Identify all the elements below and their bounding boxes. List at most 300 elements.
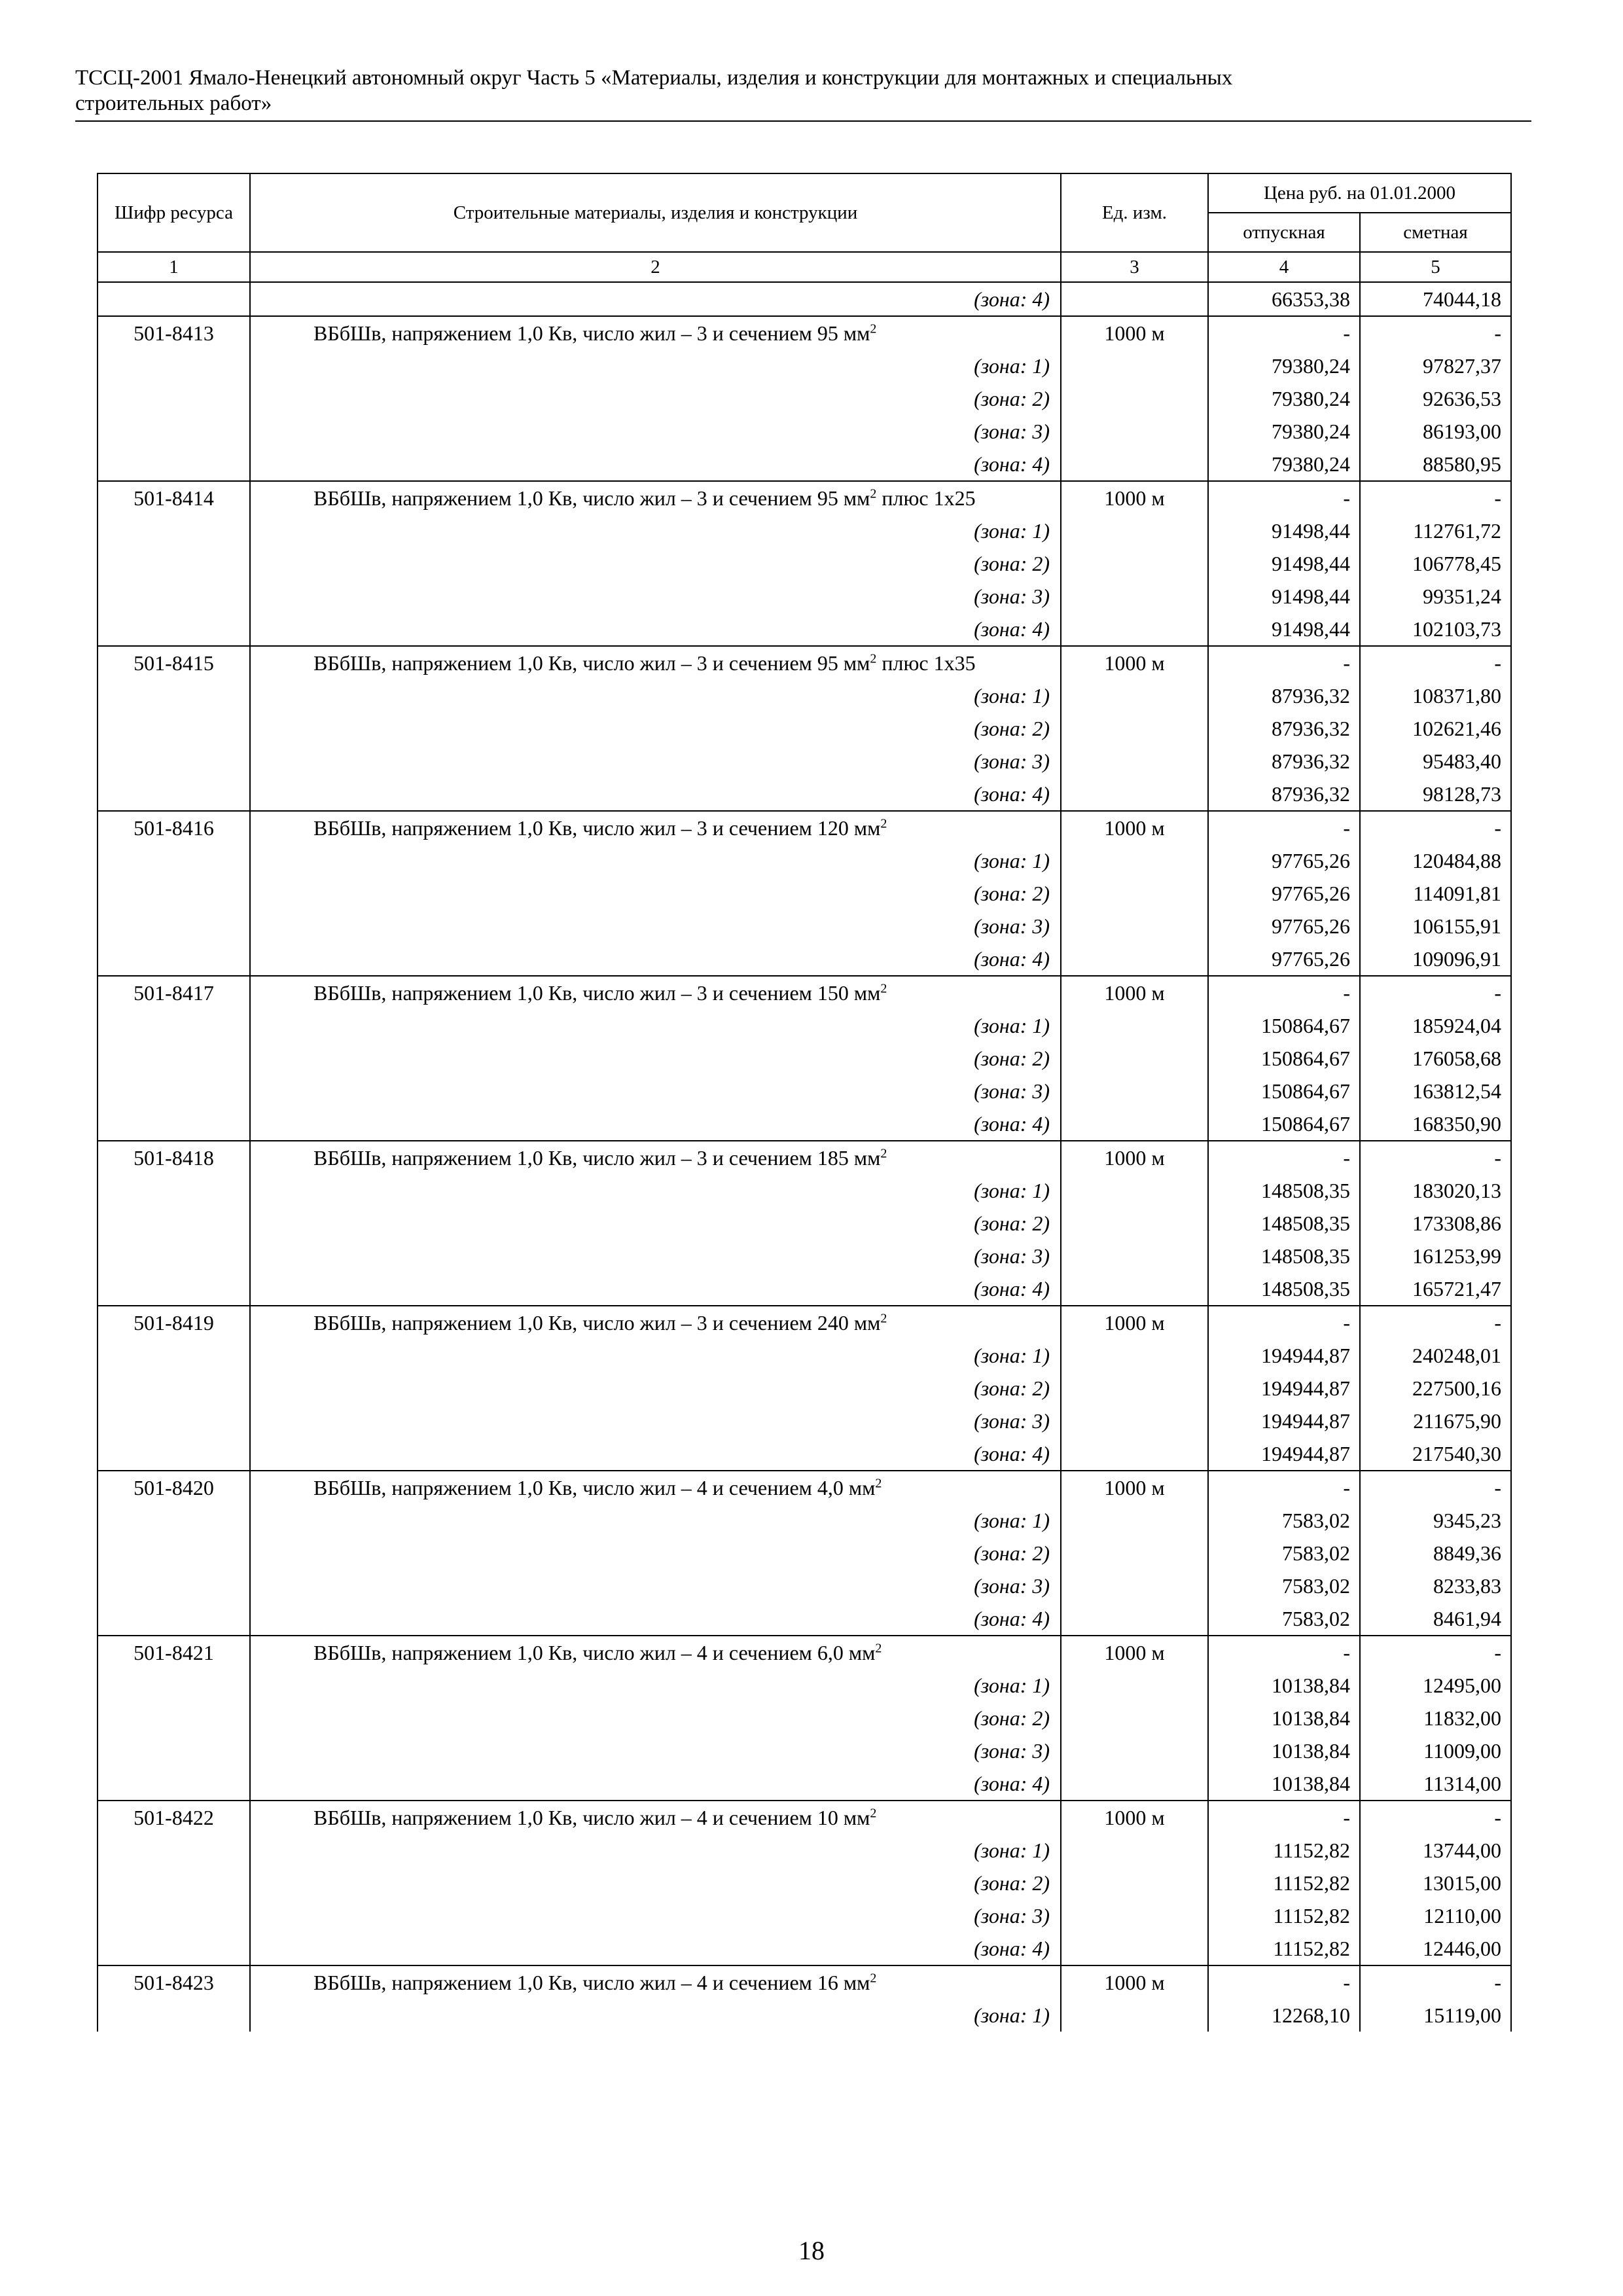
description-text: ВБбШв, напряжением 1,0 Кв, число жил – 3 и сечением 185 мм — [313, 1146, 881, 1170]
description-text: ВБбШв, напряжением 1,0 Кв, число жил – 4 и сечением 10 мм — [313, 1806, 870, 1829]
cell-unit — [1061, 910, 1208, 942]
table-row-zone — [98, 910, 1511, 942]
cell-description — [250, 1801, 1061, 1834]
cell-description — [250, 481, 1061, 514]
cell-unit — [1061, 1437, 1208, 1471]
cell-unit — [1061, 1734, 1208, 1767]
cell-zone-label: (зона: 3) — [250, 415, 1061, 448]
description-superscript: 2 — [870, 651, 877, 666]
cell-zone-label: (зона: 3) — [250, 1405, 1061, 1437]
cell-unit — [1061, 712, 1208, 745]
table-row-zone — [98, 877, 1511, 910]
cell-description — [250, 646, 1061, 679]
cell-estimate-price: 92636,53 — [1360, 382, 1511, 415]
cell-release-price: 10138,84 — [1208, 1669, 1360, 1702]
cell-code: 501-8414 — [98, 481, 250, 514]
cell-code — [98, 1107, 250, 1141]
cell-estimate-price: 217540,30 — [1360, 1437, 1511, 1471]
cell-code — [98, 1537, 250, 1570]
cell-code — [98, 778, 250, 811]
cell-release-price: 194944,87 — [1208, 1405, 1360, 1437]
table-row-zone — [98, 679, 1511, 712]
column-header-release-price: отпускная — [1208, 213, 1360, 252]
cell-zone-label: (зона: 1) — [250, 1999, 1061, 2032]
cell-unit — [1061, 580, 1208, 613]
table-row-item — [98, 1306, 1511, 1339]
description-superscript: 2 — [870, 486, 877, 501]
cell-estimate-price: 13744,00 — [1360, 1834, 1511, 1867]
cell-release-price: 79380,24 — [1208, 448, 1360, 481]
cell-release-price: - — [1208, 1965, 1360, 1999]
table-row-zone — [98, 942, 1511, 976]
cell-zone-label: (зона: 1) — [250, 1669, 1061, 1702]
cell-estimate-price: 12495,00 — [1360, 1669, 1511, 1702]
column-header-price-group: Цена руб. на 01.01.2000 — [1208, 173, 1511, 213]
cell-code — [98, 1669, 250, 1702]
description-superscript: 2 — [870, 1806, 877, 1821]
cell-code — [98, 547, 250, 580]
cell-estimate-price: 98128,73 — [1360, 778, 1511, 811]
cell-release-price: 12268,10 — [1208, 1999, 1360, 2032]
cell-zone-label: (зона: 4) — [250, 1932, 1061, 1965]
cell-code — [98, 877, 250, 910]
cell-code — [98, 1932, 250, 1965]
cell-unit — [1061, 415, 1208, 448]
cell-code — [98, 910, 250, 942]
cell-zone-label: (зона: 2) — [250, 1207, 1061, 1240]
cell-release-price: - — [1208, 646, 1360, 679]
cell-code — [98, 1767, 250, 1801]
description-text: ВБбШв, напряжением 1,0 Кв, число жил – 3 и сечением 150 мм — [313, 981, 881, 1005]
cell-zone-label: (зона: 2) — [250, 1702, 1061, 1734]
cell-unit — [1061, 745, 1208, 778]
table-row-zone — [98, 1834, 1511, 1867]
header-divider — [75, 120, 1531, 122]
column-number: 2 — [250, 252, 1061, 282]
cell-unit — [1061, 350, 1208, 382]
cell-description — [250, 1636, 1061, 1669]
cell-estimate-price: 11314,00 — [1360, 1767, 1511, 1801]
cell-code — [98, 1240, 250, 1272]
description-text: ВБбШв, напряжением 1,0 Кв, число жил – 3 и сечением 240 мм — [313, 1311, 881, 1335]
cell-estimate-price: 240248,01 — [1360, 1339, 1511, 1372]
cell-release-price: - — [1208, 1636, 1360, 1669]
cell-code — [98, 745, 250, 778]
cell-unit: 1000 м — [1061, 1801, 1208, 1834]
table-row-zone — [98, 1174, 1511, 1207]
cell-zone-label: (зона: 1) — [250, 1339, 1061, 1372]
cell-unit — [1061, 1669, 1208, 1702]
table-row-zone — [98, 745, 1511, 778]
cell-unit: 1000 м — [1061, 1141, 1208, 1174]
cell-estimate-price: 99351,24 — [1360, 580, 1511, 613]
cell-zone-label: (зона: 4) — [250, 1767, 1061, 1801]
table-row-zone — [98, 613, 1511, 646]
cell-code — [98, 1734, 250, 1767]
cell-unit — [1061, 1570, 1208, 1602]
cell-unit — [1061, 448, 1208, 481]
cell-zone-label: (зона: 2) — [250, 1867, 1061, 1899]
cell-release-price: 87936,32 — [1208, 745, 1360, 778]
cell-zone-label: (зона: 2) — [250, 1042, 1061, 1075]
cell-unit — [1061, 613, 1208, 646]
description-text: ВБбШв, напряжением 1,0 Кв, число жил – 4 и сечением 4,0 мм — [313, 1476, 876, 1499]
cell-unit — [1061, 679, 1208, 712]
cell-code: 501-8422 — [98, 1801, 250, 1834]
cell-unit — [1061, 1075, 1208, 1107]
cell-release-price: 150864,67 — [1208, 1042, 1360, 1075]
cell-code — [98, 1899, 250, 1932]
description-text: ВБбШв, напряжением 1,0 Кв, число жил – 3 и сечением 120 мм — [313, 816, 881, 840]
description-superscript: 2 — [880, 1146, 887, 1161]
table-row-zone — [98, 350, 1511, 382]
cell-release-price: 11152,82 — [1208, 1899, 1360, 1932]
table-row-zone — [98, 1405, 1511, 1437]
table-row-item — [98, 976, 1511, 1009]
cell-estimate-price: 227500,16 — [1360, 1372, 1511, 1405]
cell-code — [98, 679, 250, 712]
cell-estimate-price: 15119,00 — [1360, 1999, 1511, 2032]
table-row-item — [98, 1801, 1511, 1834]
cell-release-price: - — [1208, 316, 1360, 350]
column-number: 5 — [1360, 252, 1511, 282]
cell-zone-label: (зона: 4) — [250, 778, 1061, 811]
table-row-zone — [98, 1372, 1511, 1405]
cell-zone-label: (зона: 3) — [250, 1570, 1061, 1602]
cell-zone-label: (зона: 1) — [250, 514, 1061, 547]
cell-release-price: 148508,35 — [1208, 1174, 1360, 1207]
cell-zone-label: (зона: 1) — [250, 1009, 1061, 1042]
table-row-zone — [98, 1437, 1511, 1471]
cell-unit: 1000 м — [1061, 1306, 1208, 1339]
cell-zone-label: (зона: 1) — [250, 844, 1061, 877]
table-row-zone — [98, 1240, 1511, 1272]
cell-release-price: 11152,82 — [1208, 1932, 1360, 1965]
table-row-zone — [98, 1570, 1511, 1602]
cell-release-price: - — [1208, 811, 1360, 844]
cell-release-price: 148508,35 — [1208, 1272, 1360, 1306]
table-row-zone — [98, 1504, 1511, 1537]
table-row-zone — [98, 1207, 1511, 1240]
cell-estimate-price: 8233,83 — [1360, 1570, 1511, 1602]
table-row-zone — [98, 1537, 1511, 1570]
table-row-zone — [98, 1734, 1511, 1767]
cell-code — [98, 1867, 250, 1899]
table-row-item — [98, 481, 1511, 514]
cell-estimate-price: 74044,18 — [1360, 282, 1511, 316]
cell-estimate-price: 163812,54 — [1360, 1075, 1511, 1107]
cell-description — [250, 811, 1061, 844]
cell-zone-label: (зона: 3) — [250, 910, 1061, 942]
cell-code — [98, 1437, 250, 1471]
table-row-zone — [98, 1767, 1511, 1801]
cell-release-price: - — [1208, 481, 1360, 514]
cell-zone-label: (зона: 4) — [250, 1437, 1061, 1471]
cell-unit — [1061, 547, 1208, 580]
cell-release-price: 194944,87 — [1208, 1437, 1360, 1471]
table-row-zone — [98, 547, 1511, 580]
column-numbers-row — [98, 252, 1511, 282]
cell-zone-label: (зона: 1) — [250, 679, 1061, 712]
cell-unit — [1061, 844, 1208, 877]
cell-unit: 1000 м — [1061, 1636, 1208, 1669]
cell-unit — [1061, 1207, 1208, 1240]
description-superscript: 2 — [870, 321, 877, 336]
cell-zone-label: (зона: 3) — [250, 1899, 1061, 1932]
cell-code — [98, 1999, 250, 2032]
cell-release-price: 194944,87 — [1208, 1339, 1360, 1372]
cell-code — [98, 350, 250, 382]
cell-unit — [1061, 1702, 1208, 1734]
cell-estimate-price: 95483,40 — [1360, 745, 1511, 778]
cell-estimate-price: 11832,00 — [1360, 1702, 1511, 1734]
cell-estimate-price: 114091,81 — [1360, 877, 1511, 910]
cell-release-price: 194944,87 — [1208, 1372, 1360, 1405]
cell-estimate-price: 12446,00 — [1360, 1932, 1511, 1965]
cell-code: 501-8418 — [98, 1141, 250, 1174]
table-row-item — [98, 1965, 1511, 1999]
cell-unit — [1061, 514, 1208, 547]
cell-release-price: 97765,26 — [1208, 877, 1360, 910]
table-row-zone — [98, 1867, 1511, 1899]
cell-description — [250, 976, 1061, 1009]
cell-description — [250, 1141, 1061, 1174]
cell-estimate-price: - — [1360, 316, 1511, 350]
cell-unit: 1000 м — [1061, 646, 1208, 679]
cell-release-price: 7583,02 — [1208, 1504, 1360, 1537]
table-row-zone — [98, 1702, 1511, 1734]
cell-estimate-price: 185924,04 — [1360, 1009, 1511, 1042]
cell-unit — [1061, 1240, 1208, 1272]
cell-zone-label: (зона: 3) — [250, 1734, 1061, 1767]
cell-code — [98, 1075, 250, 1107]
cell-code: 501-8420 — [98, 1471, 250, 1504]
cell-code — [98, 1272, 250, 1306]
column-header-code: Шифр ресурса — [98, 173, 250, 252]
cell-zone-label: (зона: 1) — [250, 1834, 1061, 1867]
cell-zone-label: (зона: 2) — [250, 1537, 1061, 1570]
column-header-unit: Ед. изм. — [1061, 173, 1208, 252]
cell-code — [98, 1009, 250, 1042]
table-row-zone — [98, 1009, 1511, 1042]
cell-estimate-price: 97827,37 — [1360, 350, 1511, 382]
cell-release-price: 87936,32 — [1208, 712, 1360, 745]
cell-code — [98, 1339, 250, 1372]
cell-estimate-price: 86193,00 — [1360, 415, 1511, 448]
table-row-zone — [98, 1999, 1511, 2032]
cell-unit — [1061, 1999, 1208, 2032]
cell-zone-label: (зона: 2) — [250, 382, 1061, 415]
cell-code — [98, 613, 250, 646]
cell-description — [250, 1965, 1061, 1999]
cell-estimate-price: 176058,68 — [1360, 1042, 1511, 1075]
cell-unit — [1061, 1009, 1208, 1042]
table-row-zone — [98, 1272, 1511, 1306]
cell-release-price: 91498,44 — [1208, 613, 1360, 646]
cell-code — [98, 1602, 250, 1636]
cell-code — [98, 415, 250, 448]
cell-unit — [1061, 382, 1208, 415]
cell-zone-label: (зона: 4) — [250, 1272, 1061, 1306]
table-row-zone — [98, 1107, 1511, 1141]
cell-release-price: 10138,84 — [1208, 1767, 1360, 1801]
cell-estimate-price: - — [1360, 481, 1511, 514]
cell-release-price: 10138,84 — [1208, 1702, 1360, 1734]
cell-code — [98, 844, 250, 877]
cell-unit — [1061, 1272, 1208, 1306]
cell-release-price: - — [1208, 1801, 1360, 1834]
cell-zone-label: (зона: 3) — [250, 745, 1061, 778]
table-row-zone — [98, 1899, 1511, 1932]
cell-estimate-price: 165721,47 — [1360, 1272, 1511, 1306]
cell-code: 501-8423 — [98, 1965, 250, 1999]
description-superscript: 2 — [880, 816, 887, 831]
description-suffix: плюс 1х35 — [876, 651, 976, 675]
cell-unit — [1061, 942, 1208, 976]
cell-zone-label: (зона: 1) — [250, 1174, 1061, 1207]
cell-release-price: - — [1208, 1141, 1360, 1174]
cell-zone-label: (зона: 1) — [250, 350, 1061, 382]
cell-unit: 1000 м — [1061, 976, 1208, 1009]
table-row-item — [98, 316, 1511, 350]
column-number: 4 — [1208, 252, 1360, 282]
cell-unit — [1061, 1405, 1208, 1437]
cell-estimate-price: 102621,46 — [1360, 712, 1511, 745]
cell-release-price: 150864,67 — [1208, 1107, 1360, 1141]
cell-code — [98, 1405, 250, 1437]
cell-code: 501-8416 — [98, 811, 250, 844]
cell-release-price: 87936,32 — [1208, 679, 1360, 712]
header-title-line-1: ТССЦ-2001 Ямало-Ненецкий автономный округ Часть 5 «Материалы, изделия и конструкции для монтажных и специальных — [75, 66, 1233, 90]
cell-estimate-price: 120484,88 — [1360, 844, 1511, 877]
table-row-zone — [98, 778, 1511, 811]
cell-unit — [1061, 1834, 1208, 1867]
cell-unit — [1061, 1107, 1208, 1141]
cell-estimate-price: - — [1360, 1306, 1511, 1339]
cell-unit: 1000 м — [1061, 811, 1208, 844]
cell-estimate-price: 106155,91 — [1360, 910, 1511, 942]
table-row-zone — [98, 580, 1511, 613]
cell-estimate-price: 8849,36 — [1360, 1537, 1511, 1570]
cell-code — [98, 580, 250, 613]
cell-code: 501-8417 — [98, 976, 250, 1009]
description-superscript: 2 — [875, 1476, 882, 1491]
cell-unit — [1061, 1372, 1208, 1405]
cell-release-price: 79380,24 — [1208, 415, 1360, 448]
cell-estimate-price: 183020,13 — [1360, 1174, 1511, 1207]
cell-estimate-price: 108371,80 — [1360, 679, 1511, 712]
cell-estimate-price: 168350,90 — [1360, 1107, 1511, 1141]
cell-release-price: 97765,26 — [1208, 844, 1360, 877]
cell-code — [98, 1207, 250, 1240]
cell-code — [98, 1570, 250, 1602]
description-text: ВБбШв, напряжением 1,0 Кв, число жил – 4 и сечением 6,0 мм — [313, 1641, 876, 1664]
cell-estimate-price: 211675,90 — [1360, 1405, 1511, 1437]
cell-zone-label: (зона: 1) — [250, 1504, 1061, 1537]
cell-code — [98, 1504, 250, 1537]
cell-unit — [1061, 1932, 1208, 1965]
cell-release-price: 66353,38 — [1208, 282, 1360, 316]
cell-code: 501-8419 — [98, 1306, 250, 1339]
column-number: 3 — [1061, 252, 1208, 282]
table-row-item — [98, 646, 1511, 679]
cell-unit — [1061, 1899, 1208, 1932]
cell-estimate-price: - — [1360, 811, 1511, 844]
cell-unit — [1061, 1042, 1208, 1075]
cell-estimate-price: - — [1360, 1801, 1511, 1834]
description-text: ВБбШв, напряжением 1,0 Кв, число жил – 3 и сечением 95 мм — [313, 321, 870, 345]
document-header — [75, 65, 1531, 117]
cell-release-price: 87936,32 — [1208, 778, 1360, 811]
cell-estimate-price: - — [1360, 1965, 1511, 1999]
cell-unit — [1061, 1537, 1208, 1570]
cell-release-price: 7583,02 — [1208, 1537, 1360, 1570]
table-row-zone — [98, 382, 1511, 415]
table-row-zone — [98, 1932, 1511, 1965]
cell-unit: 1000 м — [1061, 481, 1208, 514]
cell-release-price: 10138,84 — [1208, 1734, 1360, 1767]
cell-unit: 1000 м — [1061, 316, 1208, 350]
cell-release-price: 97765,26 — [1208, 942, 1360, 976]
cell-unit — [1061, 1767, 1208, 1801]
table-row-zone — [98, 712, 1511, 745]
description-superscript: 2 — [880, 981, 887, 996]
cell-release-price: - — [1208, 1471, 1360, 1504]
cell-release-price: - — [1208, 976, 1360, 1009]
column-header-name: Строительные материалы, изделия и конструкции — [250, 173, 1061, 252]
cell-unit: 1000 м — [1061, 1471, 1208, 1504]
cell-code — [98, 1174, 250, 1207]
cell-unit — [1061, 778, 1208, 811]
cell-release-price: 148508,35 — [1208, 1240, 1360, 1272]
table-row-item — [98, 811, 1511, 844]
table-row-zone — [98, 844, 1511, 877]
cell-description — [250, 316, 1061, 350]
description-suffix: плюс 1х25 — [876, 486, 976, 510]
cell-zone-label: (зона: 4) — [250, 942, 1061, 976]
cell-code: 501-8415 — [98, 646, 250, 679]
cell-unit — [1061, 282, 1208, 316]
cell-estimate-price: - — [1360, 1471, 1511, 1504]
cell-estimate-price: 9345,23 — [1360, 1504, 1511, 1537]
cell-estimate-price: 8461,94 — [1360, 1602, 1511, 1636]
cell-zone-label: (зона: 4) — [250, 613, 1061, 646]
cell-estimate-price: 161253,99 — [1360, 1240, 1511, 1272]
cell-unit — [1061, 1339, 1208, 1372]
cell-estimate-price: 12110,00 — [1360, 1899, 1511, 1932]
table-row-zone — [98, 514, 1511, 547]
cell-zone-label: (зона: 2) — [250, 877, 1061, 910]
cell-code — [98, 282, 250, 316]
cell-release-price: 91498,44 — [1208, 580, 1360, 613]
cell-estimate-price: - — [1360, 646, 1511, 679]
cell-code — [98, 382, 250, 415]
cell-estimate-price: 88580,95 — [1360, 448, 1511, 481]
cell-zone-label: (зона: 3) — [250, 580, 1061, 613]
cell-zone-label: (зона: 4) — [250, 1602, 1061, 1636]
cell-code — [98, 942, 250, 976]
cell-release-price: 79380,24 — [1208, 382, 1360, 415]
table-row-zone — [98, 448, 1511, 481]
cell-release-price: 148508,35 — [1208, 1207, 1360, 1240]
cell-zone-label: (зона: 3) — [250, 1240, 1061, 1272]
cell-estimate-price: 13015,00 — [1360, 1867, 1511, 1899]
table-row-item — [98, 1471, 1511, 1504]
cell-estimate-price: 106778,45 — [1360, 547, 1511, 580]
cell-release-price: 7583,02 — [1208, 1602, 1360, 1636]
price-table — [97, 173, 1512, 2032]
carryover-row — [98, 282, 1511, 316]
